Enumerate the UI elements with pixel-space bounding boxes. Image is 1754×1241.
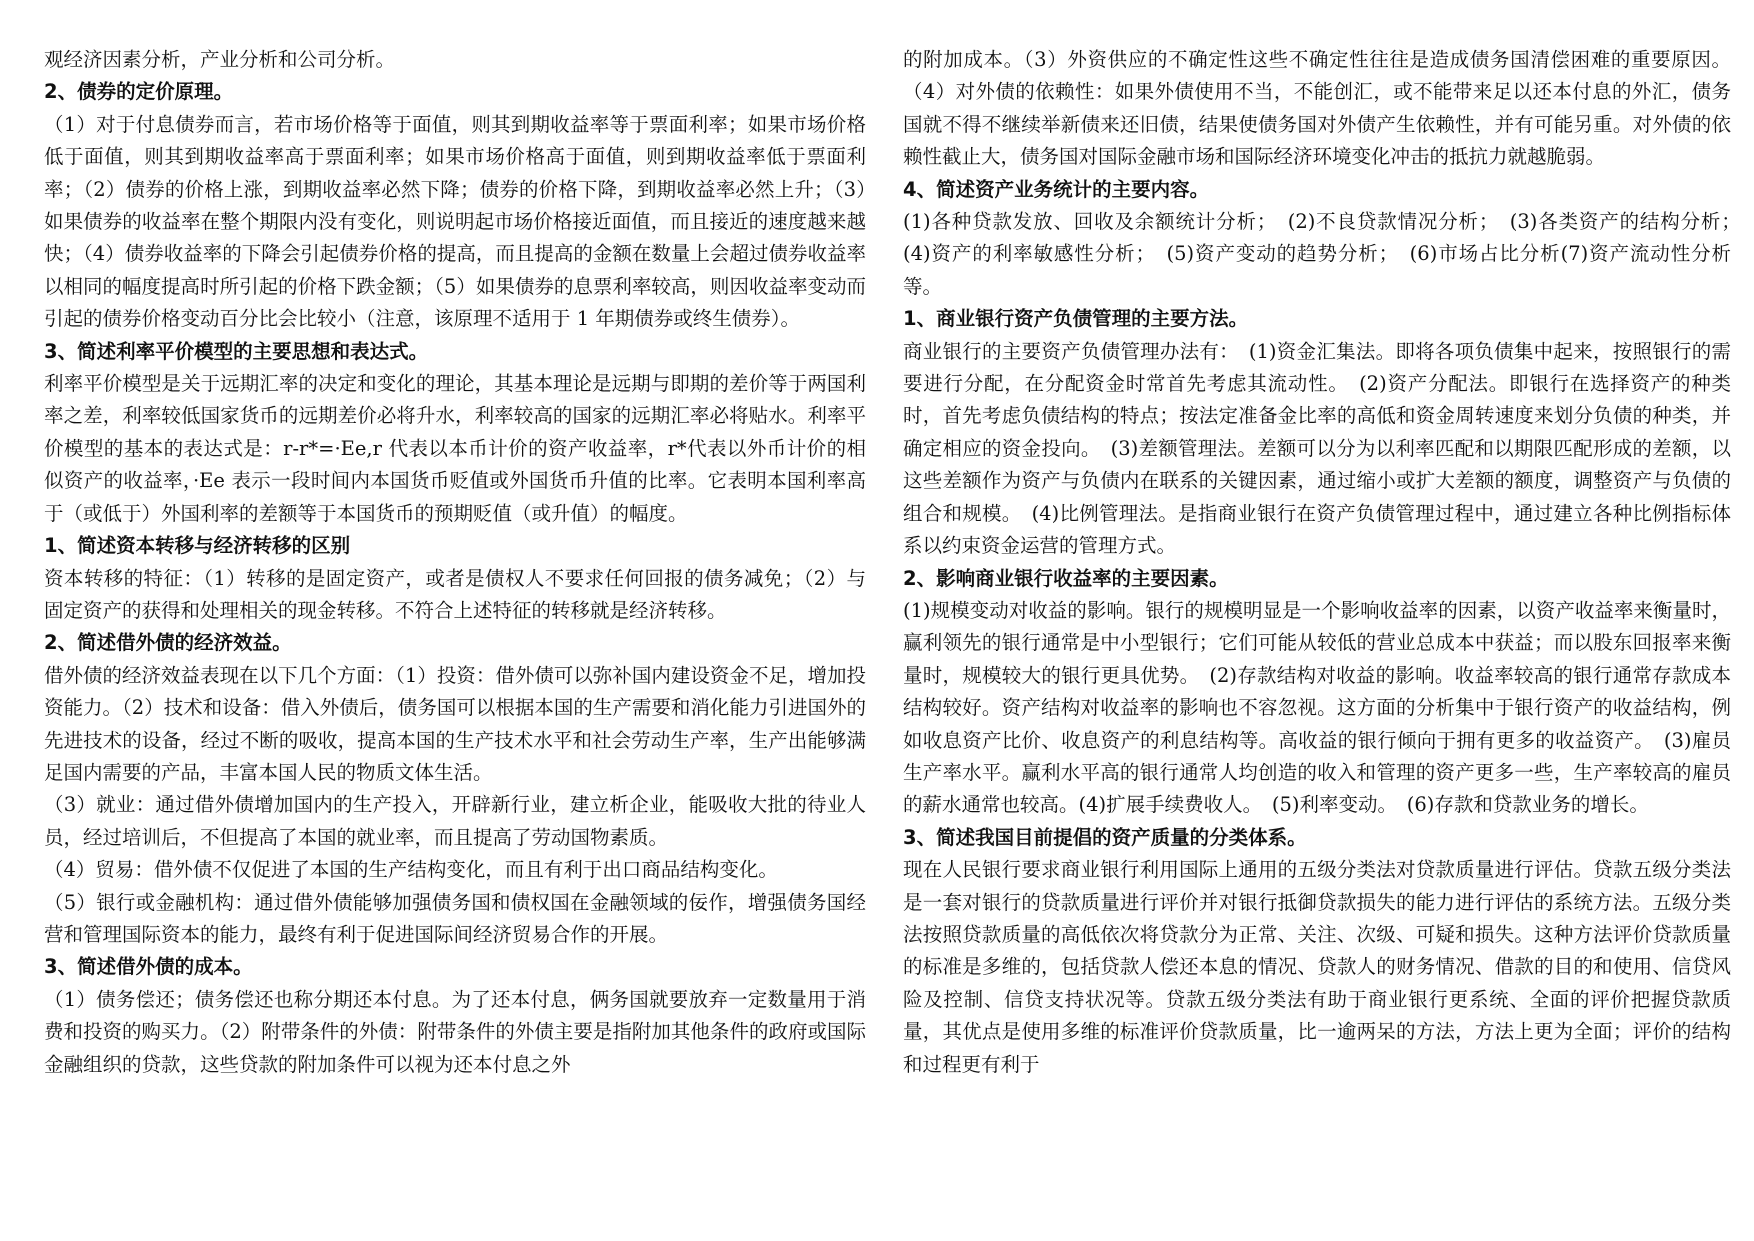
right-column — [903, 44, 1751, 1081]
left-column — [44, 44, 866, 1081]
paragraph-bond-pricing: （1）对于付息债券而言，若市场价格等于面值，则其到期收益率等于票面利率；如果市场价格低于面值，则其到期收益率高于票面利率；如果市场价格高于面值，则到期收益率低于票面利率；（2）债券的价格上涨，到期收益率必然下降；债券的价格下降，到期收益率必然上升；（3）如果债券的收益率在整个期限内没有变化，则说明起市场价格接近面值，而且接近的速度越来越快；（4）债券收益率的下降会引起债券价格的提高，而且提高的金额在数量上会超过债券收益率以相同的幅度提高时所引起的价格下跌金额；（5）如果债券的息票利率较高，则因收益率变动而引起的债券价格变动百分比会比较小（注意，该原理不适用于 1 年期债券或终生债券）。 — [44, 112, 866, 331]
paragraph-asset-statistics: (1)各种贷款发放、回收及余额统计分析； (2)不良贷款情况分析； (3)各类资产的结构分析； (4)资产的利率敏感性分析； (5)资产变动的趋势分析； (6)市场占比分析(7)资产流动性分析等。 — [903, 210, 1751, 298]
heading-capital-transfer: 1、简述资本转移与经济转移的区别 — [44, 534, 351, 558]
heading-asset-liability-management: 1、商业银行资产负债管理的主要方法。 — [903, 307, 1249, 331]
paragraph-foreign-debt-benefit-3: （4）贸易：借外债不仅促进了本国的生产结构变化，而且有利于出口商品结构变化。 — [44, 858, 778, 882]
heading-interest-rate-parity: 3、简述利率平价模型的主要思想和表达式。 — [44, 339, 429, 363]
paragraph-asset-quality-classification: 现在人民银行要求商业银行利用国际上通用的五级分类法对贷款质量进行评估。贷款五级分类法是一套对银行的贷款质量进行评价并对银行抵御贷款损失的能力进行评估的系统方法。五级分类法按照贷款质量的高低依次将贷款分为正常、关注、次级、可疑和损失。这种方法评价贷款质量的标准是多维的，包括贷款人偿还本息的情况、贷款人的财务情况、借款的目的和使用、信贷风险及控制、信贷支持状况等。贷款五级分类法有助于商业银行更系统、全面的评价把握贷款质量，其优点是使用多维的标准评价贷款质量，比一逾两呆的方法，方法上更为全面；评价的结构和过程更有利于 — [903, 858, 1731, 1076]
paragraph-foreign-debt-benefit-1: 借外债的经济效益表现在以下几个方面：（1）投资：借外债可以弥补国内建设资金不足，增加投资能力。（2）技术和设备：借入外债后，债务国可以根据本国的生产需要和消化能力引进国外的先进技术的设备，经过不断的吸收，提高本国的生产技术水平和社会劳动生产率，生产出能够满足国内需要的产品，丰富本国人民的物质文体生活。 — [44, 663, 866, 784]
paragraph-debt-cost-continued: 的附加成本。（3）外资供应的不确定性这些不确定性往往是造成债务国清偿困难的重要原因。（4）对外债的依赖性：如果外债使用不当，不能创汇，或不能带来足以还本付息的外汇，债务国就不得不继续举新债来还旧债，结果使债务国对外债产生依赖性，并有可能另重。对外债的依赖性截止大，债务国对国际金融市场和国际经济环境变化冲击的抵抗力就越脆弱。 — [903, 48, 1731, 169]
paragraph-asset-liability-management: 商业银行的主要资产负债管理办法有： (1)资金汇集法。即将各项负债集中起来，按照银行的需要进行分配，在分配资金时常首先考虑其流动性。 (2)资产分配法。即银行在选择资产的种类时，首先考虑负债结构的特点；按法定准备金比率的高低和资金周转速度来划分负债的种类，并确定相应的资金投向。 (3)差额管理法。差额可以分为以利率匹配和以期限匹配形成的差额，以这些差额作为资产与负债内在联系的关键因素，通过缩小或扩大差额的额度，调整资产与负债的组合和规模。 (4)比例管理法。是指商业银行在资产负债管理过程中，通过建立各种比例指标体系以约束资金运营的管理方式。 — [903, 339, 1731, 558]
intro-paragraph: 观经济因素分析，产业分析和公司分析。 — [44, 48, 396, 71]
heading-foreign-debt-benefit: 2、简述借外债的经济效益。 — [44, 631, 292, 655]
paragraph-foreign-debt-cost: （1）债务偿还；债务偿还也称分期还本付息。为了还本付息，俩务国就要放弃一定数量用于消费和投资的购买力。（2）附带条件的外债：附带条件的外债主要是指附加其他条件的政府或国际金融组织的贷款，这些贷款的附加条件可以视为还本付息之外 — [44, 987, 866, 1076]
paragraph-interest-rate-parity: 利率平价模型是关于远期汇率的决定和变化的理论，其基本理论是远期与即期的差价等于两国利率之差，利率较低国家货币的远期差价必将升水，利率较高的国家的远期汇率必将贴水。利率平价模型的基本的表达式是：r-r*=·Ee,r 代表以本币计价的资产收益率，r*代表以外币计价的相似资产的收益率，·Ee 表示一段时间内本国货币贬值或外国货币升值的比率。它表明本国利率高于（或低于）外国利率的差额等于本国货币的预期贬值（或升值）的幅度。 — [44, 372, 866, 525]
paragraph-capital-transfer: 资本转移的特征：（1）转移的是固定资产，或者是债权人不要求任何回报的债务减免；（2）与固定资产的获得和处理相关的现金转移。不符合上述特征的转移就是经济转移。 — [44, 566, 866, 622]
paragraph-foreign-debt-benefit-4: （5）银行或金融机构：通过借外债能够加强债务国和债权国在金融领域的佞作，增强债务国经营和管理国际资本的能力，最终有利于促进国际间经济贸易合作的开展。 — [44, 890, 866, 946]
heading-bond-pricing: 2、债券的定价原理。 — [44, 80, 234, 104]
heading-asset-statistics: 4、简述资产业务统计的主要内容。 — [903, 177, 1210, 201]
heading-bank-return-factors: 2、影响商业银行收益率的主要因素。 — [903, 566, 1229, 590]
heading-asset-quality-classification: 3、简述我国目前提倡的资产质量的分类体系。 — [903, 825, 1307, 849]
heading-foreign-debt-cost: 3、简述借外债的成本。 — [44, 955, 253, 979]
paragraph-foreign-debt-benefit-2: （3）就业：通过借外债增加国内的生产投入，开辟新行业，建立析企业，能吸收大批的待业人员，经过培训后，不但提高了本国的就业率，而且提高了劳动国物素质。 — [44, 793, 866, 849]
paragraph-bank-return-factors: (1)规模变动对收益的影响。银行的规模明显是一个影响收益率的因素，以资产收益率来衡量时，赢利领先的银行通常是中小型银行；它们可能从较低的营业总成本中获益；而以股东回报率来衡量时，规模较大的银行更具优势。 (2)存款结构对收益的影响。收益率较高的银行通常存款成本结构较好。资产结构对收益率的影响也不容忽视。这方面的分析集中于银行资产的收益结构，例如收息资产比价、收息资产的利息结构等。高收益的银行倾向于拥有更多的收益资产。 (3)雇员生产率水平。赢利水平高的银行通常人均创造的收入和管理的资产更多一些，生产率较高的雇员的薪水通常也较高。(4)扩展手续费收人。 (5)利率变动。 (6)存款和贷款业务的增长。 — [903, 598, 1731, 817]
